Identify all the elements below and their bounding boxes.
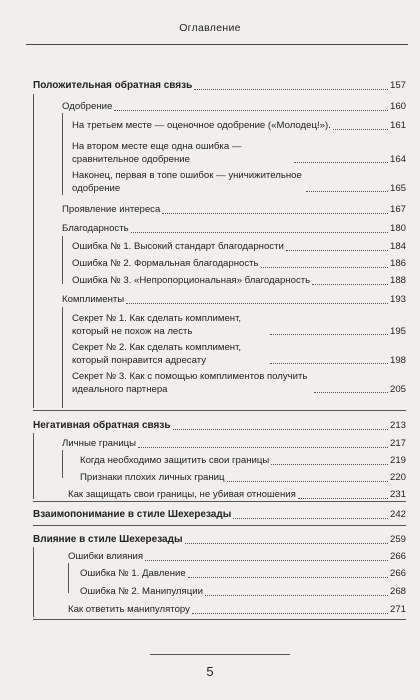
toc-subsection: [68, 551, 406, 564]
leader-dots: [205, 595, 388, 596]
toc-subsection: [68, 604, 406, 617]
toc-entry: [72, 371, 406, 396]
toc-label: Ошибки влияния: [68, 551, 144, 562]
toc-label: Ошибка № 1. Давление: [80, 568, 186, 579]
toc-page-number: 186: [389, 258, 406, 269]
toc-entry: [72, 258, 406, 271]
toc-label: Ошибка № 2. Манипуляции: [80, 586, 203, 597]
leader-dots: [173, 429, 388, 430]
toc-label: Секрет № 3. Как с помощью комплиментов получить идеального партнера: [72, 371, 308, 395]
toc-label: Личные границы: [62, 438, 137, 449]
toc-entry: [80, 472, 406, 485]
leader-dots: [114, 110, 388, 111]
leader-dots: [270, 363, 388, 364]
toc-entry: [72, 170, 406, 195]
leader-dots: [138, 447, 388, 448]
leader-dots: [306, 191, 388, 192]
section-bracket: [33, 547, 34, 617]
subsection-bracket: [62, 236, 63, 284]
leader-dots: [145, 560, 388, 561]
toc-label: Взаимопонимание в стиле Шехерезады: [33, 509, 232, 520]
leader-dots: [270, 334, 388, 335]
leader-dots: [131, 232, 388, 233]
toc-page-number: 180: [389, 223, 406, 234]
toc-page-number: 167: [389, 204, 406, 215]
toc-page-number: 184: [389, 241, 406, 252]
toc-page-number: 268: [389, 586, 406, 597]
toc-entry: [72, 241, 406, 254]
leader-dots: [286, 250, 388, 251]
toc-entry: [80, 568, 406, 581]
leader-dots: [194, 89, 388, 90]
toc-subsection: [62, 204, 406, 217]
toc-label: Секрет № 1. Как сделать комплимент, который не похож на лесть: [72, 313, 242, 337]
toc-label: На третьем месте — оценочное одобрение («Молодец!»).: [72, 120, 331, 131]
toc-page-number: 161: [389, 120, 406, 131]
toc-label: Признаки плохих личных границ: [80, 472, 225, 483]
toc-subsection: [68, 489, 406, 502]
subsection-bracket: [62, 307, 63, 408]
toc-entry: [72, 313, 406, 338]
toc-entry: [72, 120, 406, 133]
toc-entry: [72, 141, 406, 166]
toc-label: Положительная обратная связь: [33, 80, 193, 91]
toc-subsection: [62, 101, 406, 114]
page-header-title: Оглавление: [179, 22, 241, 34]
toc-page-number: 188: [389, 275, 406, 286]
toc-section: [33, 534, 406, 547]
toc-entry: [80, 455, 406, 468]
toc-section: [33, 509, 406, 522]
leader-dots: [261, 267, 388, 268]
toc-label: Ошибка № 1. Высокий стандарт благодарности: [72, 241, 284, 252]
toc-page-number: 266: [389, 551, 406, 562]
toc-label: Ошибка № 2. Формальная благодарность: [72, 258, 259, 269]
toc-page-number: 242: [389, 509, 406, 520]
leader-dots: [126, 303, 388, 304]
toc-page-number: 198: [389, 354, 406, 366]
toc-page-number: 205: [389, 383, 406, 395]
toc-page-number: 195: [389, 325, 406, 337]
leader-dots: [298, 498, 388, 499]
toc-label: Наконец, первая в топе ошибок — уничижительное одобрение: [72, 170, 302, 194]
toc-page-number: 165: [389, 182, 406, 194]
footer-rule: [150, 654, 290, 655]
leader-dots: [162, 213, 388, 214]
leader-dots: [192, 613, 388, 614]
toc-entry: [72, 275, 406, 288]
section-bracket: [33, 433, 34, 499]
toc-page-number: 213: [389, 420, 406, 431]
toc-label: Как защищать свои границы, не убивая отношения: [68, 489, 296, 500]
toc-label: Комплименты: [62, 294, 125, 305]
toc-label: Благодарность: [62, 223, 129, 234]
section-divider: [33, 619, 406, 620]
leader-dots: [314, 392, 388, 393]
toc-page-number: 266: [389, 568, 406, 579]
toc-subsection: [62, 294, 406, 307]
toc-page-number: 271: [389, 604, 406, 615]
toc-subsection: [62, 223, 406, 236]
section-bracket: [33, 94, 34, 408]
toc-label: Влияние в стиле Шехерезады: [33, 534, 183, 545]
toc-label: Одобрение: [62, 101, 113, 112]
leader-dots: [233, 518, 388, 519]
page-number: 5: [206, 664, 214, 679]
leader-dots: [185, 543, 388, 544]
toc-page-number: 160: [389, 101, 406, 112]
toc-label: Негативная обратная связь: [33, 420, 171, 431]
subsection-bracket: [68, 563, 69, 593]
subsection-bracket: [62, 450, 63, 478]
toc-label: На втором месте еще одна ошибка — сравнительное одобрение: [72, 141, 242, 165]
toc-label: Проявление интереса: [62, 204, 161, 215]
toc-section: [33, 420, 406, 433]
toc-entry: [72, 342, 406, 367]
toc-page-number: 220: [389, 472, 406, 483]
toc-label: Как ответить манипулятору: [68, 604, 190, 615]
toc-entry: [80, 586, 406, 599]
toc-label: Ошибка № 3. «Непропорциональная» благодарность: [72, 275, 311, 286]
toc-label: Секрет № 2. Как сделать комплимент, который понравится адресату: [72, 342, 242, 366]
toc-page-number: 217: [389, 438, 406, 449]
leader-dots: [188, 577, 388, 578]
leader-dots: [227, 481, 388, 482]
toc-section: [33, 80, 406, 93]
leader-dots: [294, 162, 388, 163]
toc-page-number: 219: [389, 455, 406, 466]
toc-subsection: [62, 438, 406, 451]
section-divider: [33, 410, 406, 411]
leader-dots: [333, 129, 388, 130]
toc-page-number: 231: [389, 489, 406, 500]
leader-dots: [271, 464, 388, 465]
toc-page-number: 157: [389, 80, 406, 91]
toc-page-number: 164: [389, 153, 406, 165]
section-divider: [33, 525, 406, 526]
toc-label: Когда необходимо защитить свои границы: [80, 455, 270, 466]
section-divider: [33, 501, 406, 502]
subsection-bracket: [62, 113, 63, 195]
toc-page-number: 193: [389, 294, 406, 305]
toc-page-number: 259: [389, 534, 406, 545]
leader-dots: [312, 284, 388, 285]
